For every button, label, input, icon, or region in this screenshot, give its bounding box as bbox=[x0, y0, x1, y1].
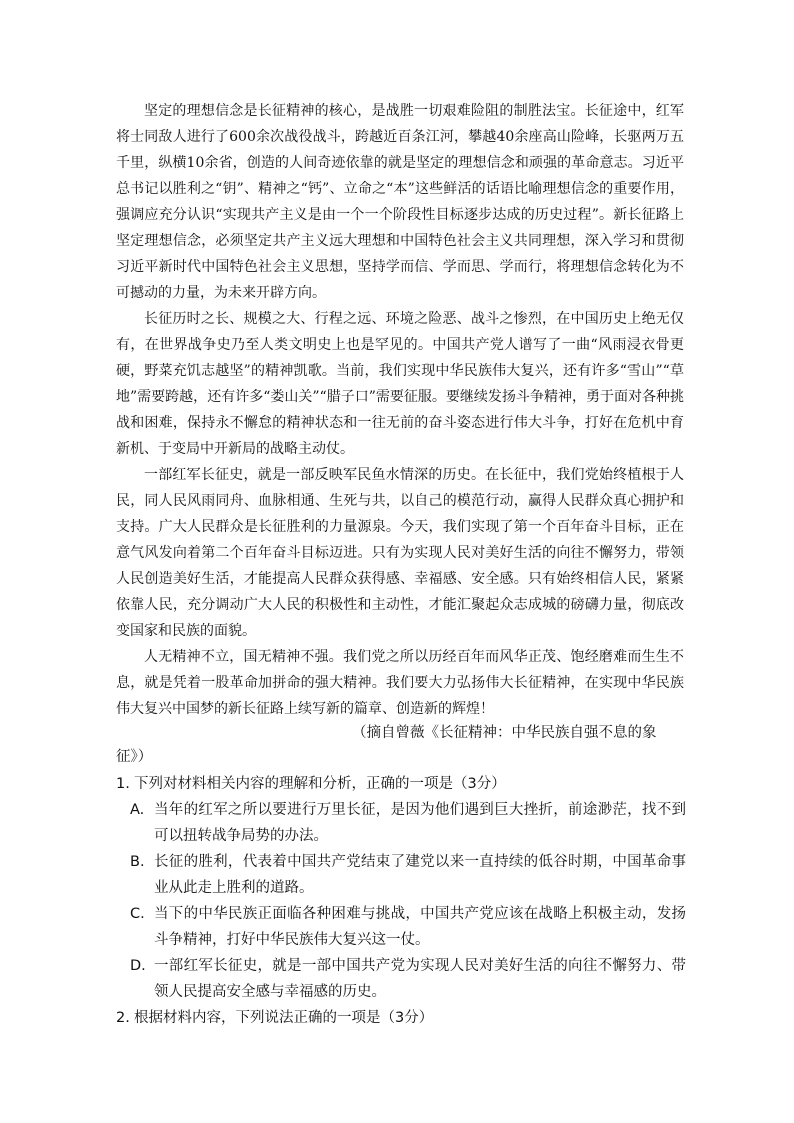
option-letter: D. bbox=[130, 958, 146, 974]
question-stem: 根据材料内容，下列说法正确的一项是（3分） bbox=[134, 1010, 434, 1026]
option-text: 一部红军长征史，就是一部中国共产党为实现人民对美好生活的向往不懈努力、带领人民提高安全感与幸福感的历史。 bbox=[154, 958, 686, 1000]
question-stem: 下列对材料相关内容的理解和分析，正确的一项是（3分） bbox=[134, 776, 506, 792]
option-letter: C. bbox=[130, 906, 145, 922]
passage-paragraph-2: 长征历时之长、规模之大、行程之远、环境之险恶、战斗之惨烈，在中国历史上绝无仅有，在世界战争史乃至人类文明史上也是罕见的。中国共产党人谱写了一曲“风雨浸衣骨更硬，野菜充饥志越坚”的精神凯歌。当前，我们实现中华民族伟大复兴，还有许多“雪山”“草地”需要跨越，还有许多“娄山关”“腊子口”需要征服。要继续发扬斗争精神，勇于面对各种挑战和困难，保持永不懈怠的精神状态和一往无前的奋斗姿态进行伟大斗争，打好在危机中育新机、于变局中开新局的战略主动仗。 bbox=[116, 311, 684, 457]
option-b bbox=[116, 849, 686, 901]
option-text: 长征的胜利，代表着中国共产党结束了建党以来一直持续的低谷时期，中国革命事业从此走上胜利的道路。 bbox=[154, 854, 686, 896]
option-letter: B. bbox=[130, 854, 145, 870]
question-1 bbox=[116, 771, 686, 797]
passage-paragraph-1: 坚定的理想信念是长征精神的核心，是战胜一切艰难险阻的制胜法宝。长征途中，红军将士同敌人进行了600余次战役战斗，跨越近百条江河，攀越40余座高山险峰，长驱两万五千里，纵横10余省，创造的人间奇迹依靠的就是坚定的理想信念和顽强的革命意志。习近平总书记以胜利之“钥”、精神之“钙”、立命之“本”这些鲜活的话语比喻理想信念的重要作用，强调应充分认识“实现共产主义是由一个一个阶段性目标逐步达成的历史过程”。新长征路上坚定理想信念，必须坚定共产主义远大理想和中国特色社会主义共同理想，深入学习和贯彻习近平新时代中国特色社会主义思想，坚持学而信、学而思、学而行，将理想信念转化为不可撼动的力量，为未来开辟方向。 bbox=[116, 103, 684, 301]
question-list bbox=[116, 771, 686, 1031]
option-text: 当年的红军之所以要进行万里长征，是因为他们遇到巨大挫折，前途渺茫，找不到可以扭转战争局势的办法。 bbox=[154, 802, 686, 844]
source-citation-continued: 征》） bbox=[116, 749, 153, 765]
option-letter: A. bbox=[130, 802, 145, 818]
reading-passage bbox=[116, 98, 684, 722]
option-d bbox=[116, 953, 686, 1005]
option-c bbox=[116, 901, 686, 953]
question-2 bbox=[116, 1005, 686, 1031]
passage-paragraph-3: 一部红军长征史，就是一部反映军民鱼水情深的历史。在长征中，我们党始终植根于人民，同人民风雨同舟、血脉相通、生死与共，以自己的模范行动，赢得人民群众真心拥护和支持。广大人民群众是长征胜利的力量源泉。今天，我们实现了第一个百年奋斗目标，正在意气风发向着第二个百年奋斗目标迈进。只有为实现人民对美好生活的向往不懈努力，带领人民创造美好生活，才能提高人民群众获得感、幸福感、安全感。只有始终相信人民，紧紧依靠人民，充分调动广大人民的积极性和主动性，才能汇聚起众志成城的磅礴力量，彻底改变国家和民族的面貌。 bbox=[116, 467, 684, 639]
question-number: 2. bbox=[116, 1010, 130, 1026]
question-number: 1. bbox=[116, 776, 130, 792]
passage-paragraph-4: 人无精神不立，国无精神不强。我们党之所以历经百年而风华正茂、饱经磨难而生生不息，就是凭着一股革命加拼命的强大精神。我们要大力弘扬伟大长征精神，在实现中华民族伟大复兴中国梦的新长征路上续写新的篇章、创造新的辉煌！ bbox=[116, 649, 684, 717]
option-text: 当下的中华民族正面临各种困难与挑战，中国共产党应该在战略上积极主动，发扬斗争精神，打好中华民族伟大复兴这一仗。 bbox=[154, 906, 686, 948]
option-a bbox=[116, 797, 686, 849]
source-citation: （摘自曾薇《长征精神：中华民族自强不息的象 bbox=[352, 725, 657, 741]
